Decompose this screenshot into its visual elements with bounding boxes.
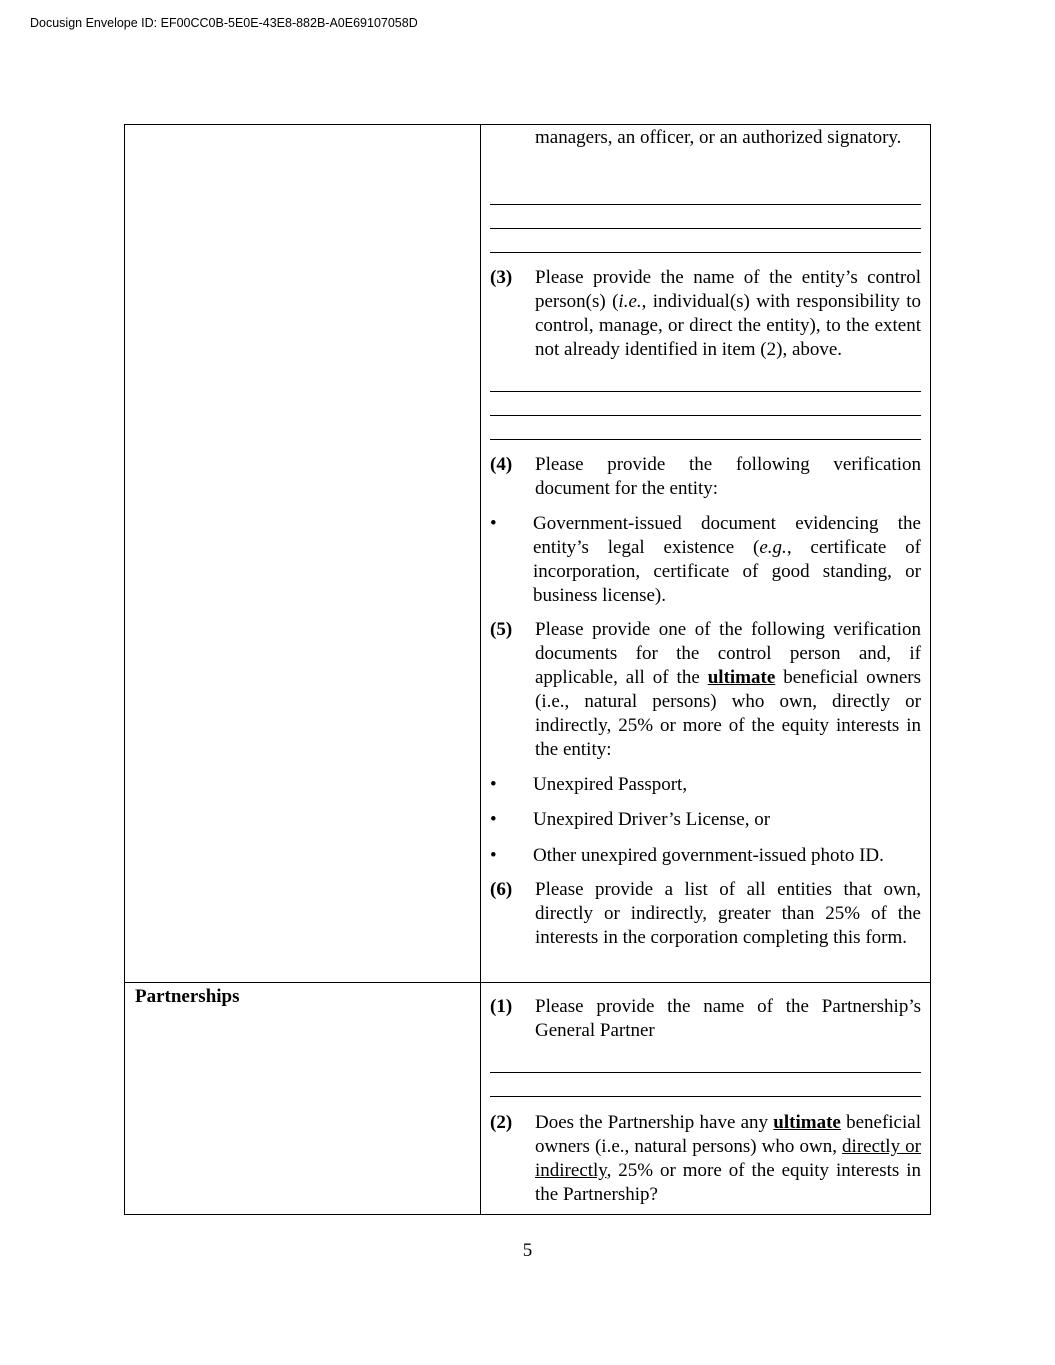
- docusign-envelope-id: Docusign Envelope ID: EF00CC0B-5E0E-43E8-882B-A0E69107058D: [30, 16, 418, 30]
- page-number: 5: [522, 1240, 533, 1261]
- answer-line[interactable]: [490, 252, 921, 253]
- table-column-divider: [480, 124, 481, 1215]
- table-row-divider: [124, 982, 931, 983]
- partnership-item2-text: Does the Partnership have any ultimate beneficial owners (i.e., natural persons) who own, directly or indirectly, 25% or more of the equity interests in the Partnership?: [535, 1112, 921, 1205]
- bullet: •: [490, 845, 497, 866]
- item2-continuation: managers, an officer, or an authorized signatory.: [535, 127, 902, 148]
- item3-number: (3): [490, 267, 513, 288]
- bullet: •: [490, 774, 497, 795]
- answer-line[interactable]: [490, 391, 921, 392]
- partnerships-label: Partnerships: [135, 986, 240, 1007]
- answer-line[interactable]: [490, 415, 921, 416]
- item5-bullet-license: Unexpired Driver’s License, or: [533, 809, 771, 830]
- partnership-item1-number: (1): [490, 996, 513, 1017]
- answer-line[interactable]: [490, 439, 921, 440]
- item4-bullet: Government-issued document evidencing the entity’s legal existence (e.g., certificate of incorporation, certificate of good standing, or business license).: [533, 513, 921, 606]
- item4-text: Please provide the following verification document for the entity:: [535, 454, 921, 499]
- item3-text: Please provide the name of the entity’s control person(s) (i.e., individual(s) with responsibility to control, manage, or direct the entity), to the extent not already identified in item (2), above.: [535, 267, 921, 360]
- answer-line[interactable]: [490, 1072, 921, 1073]
- answer-line[interactable]: [490, 228, 921, 229]
- item5-text: Please provide one of the following verification documents for the control person and, if applicable, all of the ultimate beneficial owners (i.e., natural persons) who own, directly or indirectly, 25% or more of the equity interests in the entity:: [535, 619, 921, 760]
- item5-number: (5): [490, 619, 513, 640]
- item5-bullet-passport: Unexpired Passport,: [533, 774, 688, 795]
- partnership-item2-number: (2): [490, 1112, 513, 1133]
- item6-number: (6): [490, 879, 513, 900]
- answer-line[interactable]: [490, 204, 921, 205]
- bullet: •: [490, 809, 497, 830]
- partnership-item1-text: Please provide the name of the Partnership’s General Partner: [535, 996, 921, 1041]
- bullet: •: [490, 513, 497, 534]
- item6-text: Please provide a list of all entities that own, directly or indirectly, greater than 25% of the interests in the corporation completing this form.: [535, 879, 921, 948]
- item5-bullet-photo-id: Other unexpired government-issued photo ID.: [533, 845, 884, 866]
- item4-number: (4): [490, 454, 513, 475]
- answer-line[interactable]: [490, 1096, 921, 1097]
